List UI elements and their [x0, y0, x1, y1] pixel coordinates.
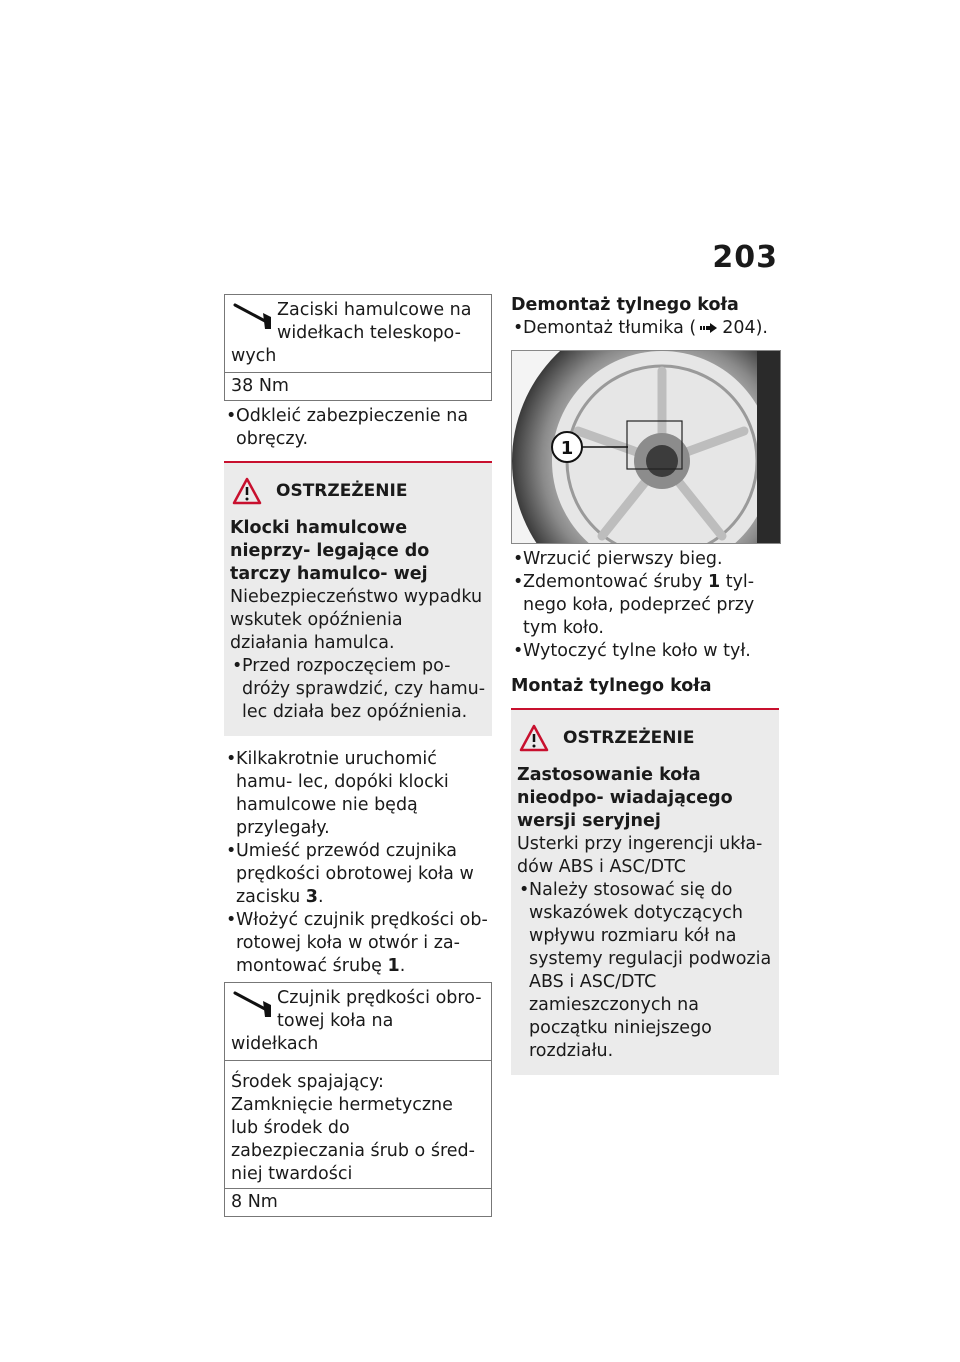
warning-label: OSTRZEŻENIE [276, 481, 408, 501]
torque-wrench-icon [231, 987, 275, 1019]
rear-wheel-photo [511, 350, 781, 544]
spec-value: 8 Nm [225, 1188, 491, 1216]
warning-title: Zastosowanie koła nieodpo- wiadającego wersji seryjnej [517, 765, 733, 831]
page-number: 203 [712, 240, 778, 275]
warning-box [224, 461, 492, 736]
warning-desc: Usterki przy ingerencji ukła- dów ABS i ASC/DTC [517, 834, 763, 877]
step-item: • Włożyć czujnik prędkości ob- rotowej koła w otwór i za- montować śrubę 1. [226, 910, 488, 976]
warning-bullet: • Należy stosować się do wskazówek dotyczących wpływu rozmiaru kół na systemy regulacji podwozia ABS i ASC/DTC zamieszczonych na początku niniejszego rozdziału. [519, 880, 772, 1061]
step-item: • Kilkakrotnie uruchomić hamu- lec, dopóki klocki hamulcowe nie będą przylegały. [226, 749, 449, 838]
step-item: • Umieść przewód czujnika prędkości obrotowej koła w zacisku 3. [226, 841, 474, 907]
figure-callout-label: 1 [560, 438, 574, 459]
spec-title: Zaciski hamulcowe na widełkach teleskopo- wych [231, 300, 472, 366]
spec-title: Czujnik prędkości obro- towej koła na widełkach [231, 988, 482, 1054]
spec-value: 38 Nm [225, 372, 491, 400]
warning-triangle-icon [519, 724, 549, 752]
step-item: • Zdemontować śruby 1 tyl- nego koła, podeprzeć przy tym koło. [513, 572, 755, 638]
torque-wrench-icon [231, 299, 275, 331]
step-item: • Wytoczyć tylne koło w tył. [513, 641, 751, 661]
warning-triangle-icon [232, 477, 262, 505]
section-heading: Montaż tylnego koła [511, 676, 712, 696]
warning-bullet: • Przed rozpoczęciem po- dróży sprawdzić, czy hamu- lec działa bez opóźnienia. [232, 656, 486, 722]
warning-label: OSTRZEŻENIE [563, 728, 695, 748]
torque-spec-box [224, 294, 492, 401]
section-heading: Demontaż tylnego koła [511, 295, 739, 315]
step-item: • Wrzucić pierwszy bieg. [513, 549, 723, 569]
cross-reference-arrow-icon [700, 322, 718, 334]
warning-title: Klocki hamulcowe nieprzy- legające do tarczy hamulco- wej [230, 518, 430, 584]
left-column [224, 294, 492, 1217]
step-item: • Demontaż tłumika ( 204). [513, 318, 768, 338]
warning-box [511, 708, 779, 1075]
torque-spec-box [224, 982, 492, 1217]
step-item: • Odkleić zabezpieczenie na obręczy. [226, 406, 469, 449]
right-column [511, 294, 779, 1075]
spec-note: Środek spajający: Zamknięcie hermetyczne lub środek do zabezpieczania śrub o śred- niej twardości [225, 1060, 491, 1188]
warning-desc: Niebezpieczeństwo wypadku wskutek opóźnienia działania hamulca. [230, 587, 483, 653]
